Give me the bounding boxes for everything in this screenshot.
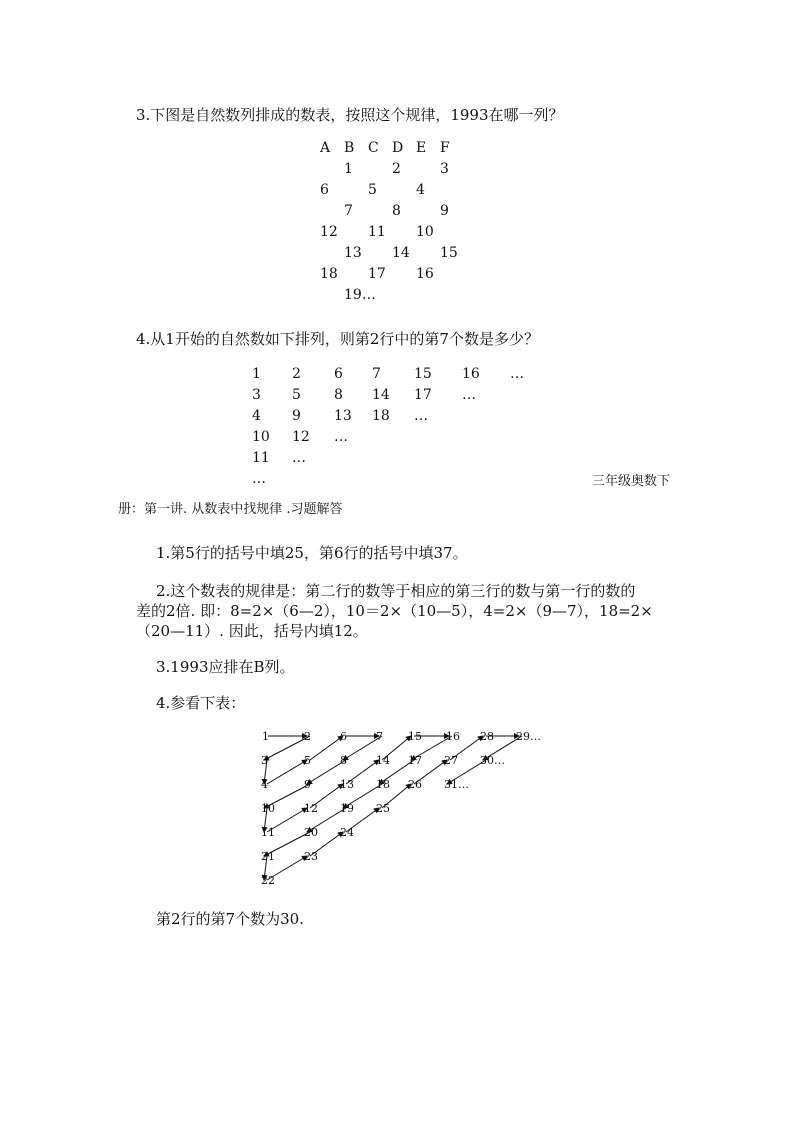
zigzag-arrow xyxy=(307,808,346,832)
q4-cell: 13 xyxy=(334,408,352,424)
zigzag-arrow xyxy=(310,832,343,856)
q3-header-b: B xyxy=(344,140,355,156)
zigzag-arrow xyxy=(264,832,310,856)
q3-cell: 18 xyxy=(320,266,338,282)
q4-cell: 15 xyxy=(414,366,432,382)
zigzag-node: 17 xyxy=(408,754,422,767)
q3-cell: 19… xyxy=(344,287,376,303)
answer-4-conclusion: 第2行的第7个数为30. xyxy=(156,910,304,928)
zigzag-node: 21 xyxy=(261,850,275,863)
zigzag-node: 1 xyxy=(262,730,269,743)
zigzag-node: 25 xyxy=(376,802,390,815)
q4-cell: 2 xyxy=(292,366,301,382)
zigzag-arrow xyxy=(382,784,411,808)
q4-cell: 7 xyxy=(372,366,381,382)
zigzag-node: 12 xyxy=(304,802,318,815)
zigzag-arrow xyxy=(411,736,452,760)
zigzag-node: 30… xyxy=(480,754,505,767)
zigzag-node: 18 xyxy=(376,778,390,791)
q3-cell: 14 xyxy=(392,245,410,261)
q4-cell: … xyxy=(292,450,306,466)
zigzag-node: 5 xyxy=(304,754,311,767)
zigzag-node: 9 xyxy=(304,778,311,791)
zigzag-arrow xyxy=(346,808,379,832)
q3-cell: 8 xyxy=(392,203,401,219)
q4-cell: 3 xyxy=(252,387,261,403)
answer-1: 1.第5行的括号中填25，第6行的括号中填37。 xyxy=(156,544,468,562)
zigzag-node: 7 xyxy=(376,730,383,743)
zigzag-arrow xyxy=(382,736,411,760)
q3-cell: 11 xyxy=(368,224,386,240)
zigzag-arrow xyxy=(264,856,267,880)
zigzag-arrow xyxy=(414,760,447,784)
zigzag-node: 26 xyxy=(408,778,422,791)
zigzag-node: 28 xyxy=(480,730,494,743)
zigzag-node: 3 xyxy=(261,754,268,767)
zigzag-arrow xyxy=(264,784,310,808)
q4-cell: … xyxy=(334,429,348,445)
q4-cell: 11 xyxy=(252,450,270,466)
zigzag-arrow xyxy=(483,736,522,760)
q4-cell: 10 xyxy=(252,429,270,445)
q3-header-a: A xyxy=(320,140,331,156)
question-4-title: 4.从1开始的自然数如下排列，则第2行中的第7个数是多少？ xyxy=(136,330,539,348)
zigzag-node: 15 xyxy=(408,730,422,743)
zigzag-arrow xyxy=(343,736,382,760)
answer-2-line-1: 2.这个数表的规律是：第二行的数等于相应的第三行的数与第一行的数的 xyxy=(156,582,636,600)
question-3-title: 3.下图是自然数列排成的数表，按照这个规律，1993在哪一列？ xyxy=(136,106,564,124)
zigzag-arrow xyxy=(267,808,307,832)
zigzag-node: 27 xyxy=(444,754,458,767)
q4-cell: 4 xyxy=(252,408,261,424)
q3-cell: 9 xyxy=(440,203,449,219)
zigzag-node: 6 xyxy=(340,730,347,743)
q4-cell: 14 xyxy=(372,387,390,403)
zigzag-node: 24 xyxy=(340,826,354,839)
q4-cell: 9 xyxy=(292,408,301,424)
q4-cell: 1 xyxy=(252,366,261,382)
zigzag-node: 22 xyxy=(261,874,275,887)
zigzag-node: 2 xyxy=(304,730,311,743)
zigzag-arrow xyxy=(267,760,307,784)
q4-cell: 8 xyxy=(334,387,343,403)
q3-cell: 13 xyxy=(344,245,362,261)
zigzag-node: 11 xyxy=(261,826,275,839)
q3-cell: 6 xyxy=(320,182,329,198)
q4-cell: 5 xyxy=(292,387,301,403)
answer-3: 3.1993应排在B列。 xyxy=(156,658,295,676)
q3-header-e: E xyxy=(416,140,427,156)
zigzag-arrow xyxy=(346,760,379,784)
answer-4: 4.参看下表： xyxy=(156,694,246,712)
zigzag-node: 29… xyxy=(516,730,541,743)
page-header-left: 册：第一讲. 从数表中找规律 .习题解答 xyxy=(118,502,343,517)
q3-cell: 1 xyxy=(344,161,353,177)
zigzag-node: 31… xyxy=(444,778,469,791)
q3-header-c: C xyxy=(368,140,379,156)
zigzag-node: 19 xyxy=(340,802,354,815)
zigzag-node: 16 xyxy=(446,730,460,743)
zigzag-node: 20 xyxy=(304,826,318,839)
zigzag-node: 14 xyxy=(376,754,390,767)
zigzag-node: 10 xyxy=(261,802,275,815)
q4-cell: 12 xyxy=(292,429,310,445)
zigzag-arrow xyxy=(379,760,414,784)
q3-cell: 4 xyxy=(416,182,425,198)
q4-cell: 16 xyxy=(462,366,480,382)
zigzag-arrow xyxy=(264,736,310,760)
zigzag-arrow xyxy=(447,760,486,784)
answer-2-line-3: （20—11）. 因此，括号内填12。 xyxy=(136,622,368,640)
q3-header-d: D xyxy=(392,140,404,156)
q3-cell: 12 xyxy=(320,224,338,240)
q4-cell: 6 xyxy=(334,366,343,382)
q3-cell: 17 xyxy=(368,266,386,282)
q3-cell: 5 xyxy=(368,182,377,198)
q3-cell: 7 xyxy=(344,203,353,219)
zigzag-arrow xyxy=(310,736,343,760)
zigzag-node: 8 xyxy=(340,754,347,767)
zigzag-arrow xyxy=(450,736,483,760)
q4-cell: … xyxy=(252,471,266,487)
q3-cell: 3 xyxy=(440,161,449,177)
answer-2-line-2: 差的2倍. 即：8=2×（6—2），10＝2×（10—5），4=2×（9—7），18=2× xyxy=(136,602,653,620)
zigzag-arrow xyxy=(264,808,267,832)
zigzag-arrow xyxy=(310,784,343,808)
q4-cell: 17 xyxy=(414,387,432,403)
q4-cell: 18 xyxy=(372,408,390,424)
q3-cell: 16 xyxy=(416,266,434,282)
page-footer-right: 三年级奥数下 xyxy=(592,474,671,489)
q4-cell: … xyxy=(462,387,476,403)
q4-cell: … xyxy=(510,366,524,382)
zigzag-arrow xyxy=(264,760,267,784)
q3-header-f: F xyxy=(440,140,450,156)
zigzag-arrow xyxy=(343,784,382,808)
q4-cell: … xyxy=(414,408,428,424)
q3-cell: 10 xyxy=(416,224,434,240)
q3-cell: 2 xyxy=(392,161,401,177)
q3-cell: 15 xyxy=(440,245,458,261)
zigzag-node: 4 xyxy=(261,778,268,791)
zigzag-arrow xyxy=(307,760,346,784)
zigzag-arrow xyxy=(267,856,307,880)
zigzag-node: 23 xyxy=(304,850,318,863)
zigzag-node: 13 xyxy=(340,778,354,791)
